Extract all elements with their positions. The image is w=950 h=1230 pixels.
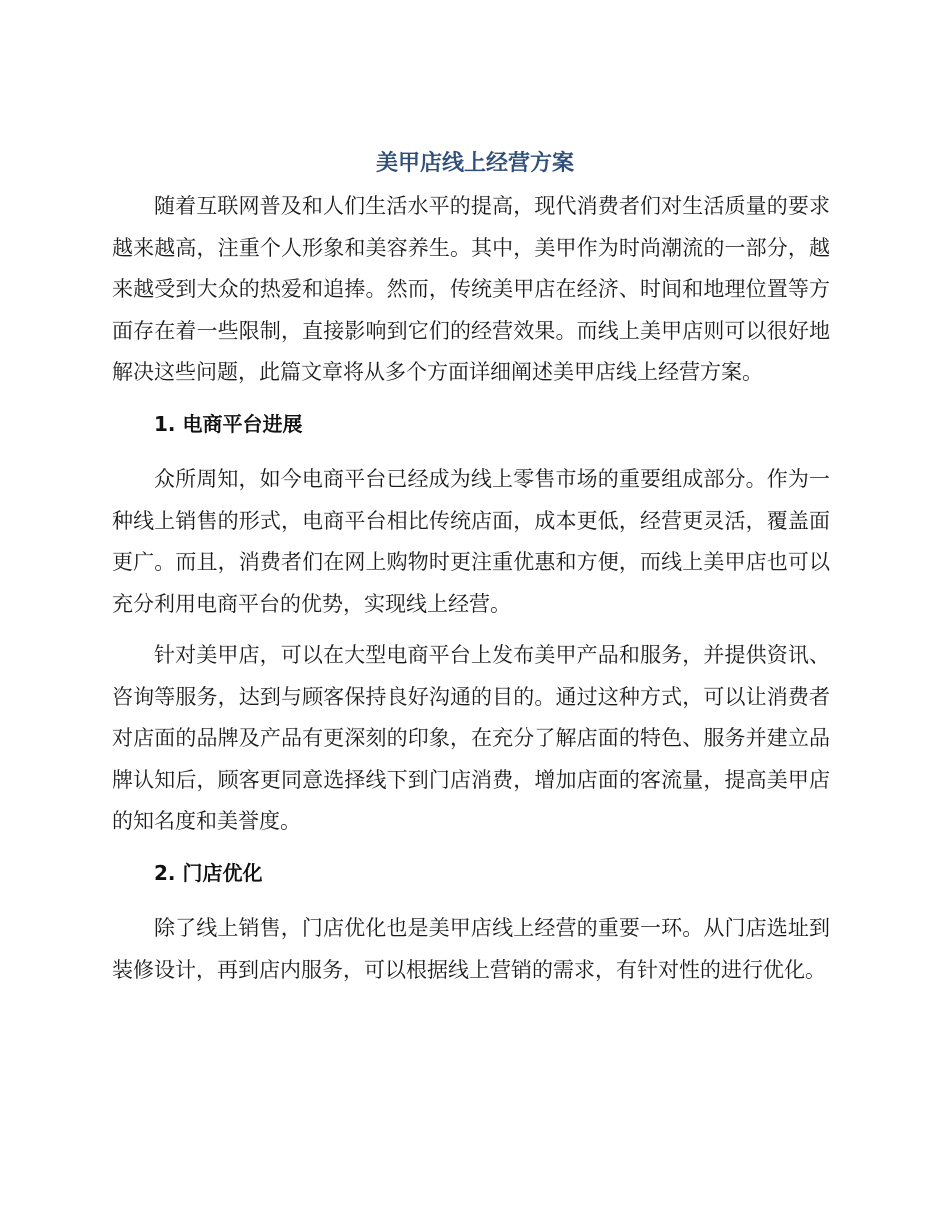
intro-paragraph: 随着互联网普及和人们生活水平的提高，现代消费者们对生活质量的要求越来越高，注重个人形象和美容养生。其中，美甲作为时尚潮流的一部分，越来越受到大众的热爱和追捧。然而，传统美甲店在经济、时间和地理位置等方面存在着一些限制，直接影响到它们的经营效果。而线上美甲店则可以很好地解决这些问题，此篇文章将从多个方面详细阐述美甲店线上经营方案。 — [112, 194, 830, 384]
section-heading: 1. 电商平台进展 — [154, 411, 303, 436]
body-paragraph: 除了线上销售，门店优化也是美甲店线上经营的重要一环。从门店选址到装修设计，再到店内服务，可以根据线上营销的需求，有针对性的进行优化。 — [112, 916, 830, 982]
body-paragraph: 针对美甲店，可以在大型电商平台上发布美甲产品和服务，并提供资讯、咨询等服务，达到与顾客保持良好沟通的目的。通过这种方式，可以让消费者对店面的品牌及产品有更深刻的印象，在充分了解店面的特色、服务并建立品牌认知后，顾客更同意选择线下到门店消费，增加店面的客流量，提高美甲店的知名度和美誉度。 — [112, 643, 830, 833]
section-heading: 2. 门店优化 — [154, 860, 263, 885]
document-title: 美甲店线上经营方案 — [375, 151, 574, 176]
body-paragraph: 众所周知，如今电商平台已经成为线上零售市场的重要组成部分。作为一种线上销售的形式，电商平台相比传统店面，成本更低，经营更灵活，覆盖面更广。而且，消费者们在网上购物时更注重优惠和方便，而线上美甲店也可以充分利用电商平台的优势，实现线上经营。 — [112, 467, 830, 616]
document-body — [112, 186, 830, 991]
